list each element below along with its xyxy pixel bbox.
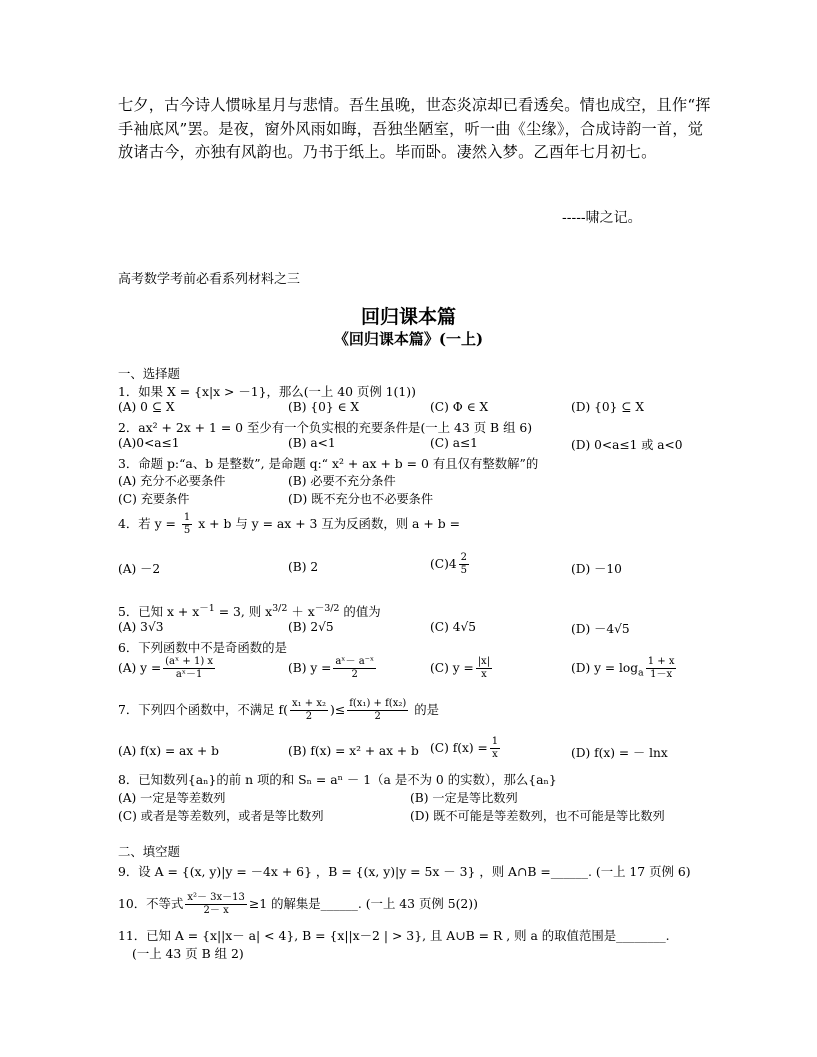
q1-option-c: (C) Φ ∈ X bbox=[430, 400, 489, 414]
question-4-stem bbox=[118, 512, 460, 537]
q1-option-d: (D) {0} ⊆ X bbox=[571, 400, 645, 414]
q6-c-numerator: |x| bbox=[477, 656, 491, 667]
q5-option-b: (B) 2√5 bbox=[288, 620, 334, 634]
q2-option-c: (C) a≤1 bbox=[430, 436, 478, 450]
signature: -----啸之记。 bbox=[562, 210, 642, 226]
q4-stem-end: x + b 与 y = ax + 3 互为反函数，则 a + b = bbox=[198, 516, 460, 531]
q7-fraction-2-denominator: 2 bbox=[374, 711, 381, 722]
q7-option-c-fraction bbox=[490, 736, 500, 761]
q3-option-c: (C) 充要条件 bbox=[118, 492, 190, 506]
q5-stem-d: 的值为 bbox=[339, 604, 381, 620]
q5-stem-c: ＋ x bbox=[287, 604, 315, 620]
question-5-stem bbox=[118, 600, 381, 620]
q6-a-label: (A) y = bbox=[118, 661, 162, 675]
q5-option-d: (D) －4√5 bbox=[571, 622, 630, 636]
q6-b-denominator: 2 bbox=[351, 669, 358, 680]
q7-fraction-2-numerator: f(x₁) + f(x₂) bbox=[349, 698, 407, 709]
q7-option-a: (A) f(x) = ax + b bbox=[118, 744, 219, 758]
q10-numerator: x²－ 3x－13 bbox=[187, 892, 245, 903]
q6-d-fraction bbox=[646, 656, 677, 681]
q5-stem-a: 5．已知 x + x bbox=[118, 604, 200, 620]
q8-option-b: (B) 一定是等比数列 bbox=[410, 791, 518, 805]
page-subtitle: 《回归课本篇》(一上) bbox=[333, 330, 484, 348]
question-11-line-2: (一上 43 页 B 组 2) bbox=[132, 946, 244, 961]
q4-option-c-label: (C) bbox=[430, 557, 449, 571]
q8-option-a: (A) 一定是等差数列 bbox=[118, 791, 226, 805]
q6-a-numerator: (aˣ + 1) x bbox=[165, 656, 214, 667]
q5-exp1: －1 bbox=[199, 603, 215, 614]
q5-exp2: 3/2 bbox=[272, 603, 288, 614]
q2-option-d: (D) 0<a≤1 或 a<0 bbox=[571, 438, 683, 452]
q3-option-d: (D) 既不充分也不必要条件 bbox=[288, 492, 434, 506]
q7-option-d: (D) f(x) = － lnx bbox=[571, 746, 668, 760]
intro-paragraph: 七夕，古今诗人惯咏星月与悲情。吾生虽晚，世态炎凉却已看透矣。情也成空，且作“挥手袖底风”罢。是夜，窗外风雨如晦，吾独坐陋室，听一曲《尘缘》，合成诗韵一首，觉放诸古今，亦独有风韵也。乃书于纸上。毕而卧。凄然入梦。乙酉年七月初七。 bbox=[118, 96, 711, 161]
question-3-stem: 3．命题 p:“a、b 是整数”, 是命题 q:“ x² + ax + b = 0 有且仅有整数解”的 bbox=[118, 456, 539, 471]
q8-option-c: (C) 或者是等差数列，或者是等比数列 bbox=[118, 809, 324, 823]
q7-option-c bbox=[430, 736, 502, 761]
series-subtitle: 高考数学考前必看系列材料之三 bbox=[118, 272, 301, 287]
q8-option-d: (D) 既不可能是等差数列，也不可能是等比数列 bbox=[410, 809, 665, 823]
question-7-stem bbox=[118, 698, 439, 723]
q6-option-c bbox=[430, 656, 494, 681]
q3-option-a: (A) 充分不必要条件 bbox=[118, 474, 226, 488]
q5-option-a: (A) 3√3 bbox=[118, 620, 164, 634]
q6-c-label: (C) y = bbox=[430, 661, 474, 675]
q3-option-b: (B) 必要不充分条件 bbox=[288, 474, 396, 488]
q2-option-b: (B) a<1 bbox=[288, 436, 336, 450]
q7-fraction-1 bbox=[290, 698, 328, 723]
q4-option-b: (B) 2 bbox=[288, 560, 319, 574]
q4-stem-start: 4．若 y = bbox=[118, 516, 176, 531]
q7-option-b: (B) f(x) = x² + ax + b bbox=[288, 744, 419, 758]
q10-denominator: 2－ x bbox=[203, 905, 229, 916]
q10-fraction bbox=[185, 892, 247, 917]
question-10 bbox=[118, 892, 478, 917]
q1-option-a: (A) 0 ⊆ X bbox=[118, 400, 175, 414]
q4-option-c bbox=[430, 552, 471, 577]
q6-option-d bbox=[571, 656, 678, 681]
q1-option-b: (B) {0} ∈ X bbox=[288, 400, 360, 414]
q10-stem-a: 10．不等式 bbox=[118, 896, 184, 911]
q7-mid: )≤ bbox=[329, 702, 346, 717]
q4-option-c-int: 4 bbox=[448, 557, 457, 571]
question-9: 9．设 A = {(x, y)|y = －4x + 6} ，B = {(x, y)|y = 5x － 3} ，则 A∩B =______. (一上 17 页例 6) bbox=[118, 864, 691, 879]
q7-option-c-denominator: x bbox=[492, 749, 498, 760]
q5-stem-b: = 3, 则 x bbox=[214, 604, 273, 620]
q7-stem-a: 7．下列四个函数中，不满足 f( bbox=[118, 702, 288, 717]
q7-option-c-numerator: 1 bbox=[491, 736, 499, 747]
q4-fraction-numerator: 1 bbox=[183, 512, 191, 523]
q4-fraction-denominator: 5 bbox=[183, 525, 191, 536]
q6-d-denominator: 1－x bbox=[650, 669, 673, 680]
q5-exp3: －3/2 bbox=[314, 603, 340, 614]
q6-a-denominator: aˣ－1 bbox=[175, 669, 203, 680]
q2-option-a: (A)0<a≤1 bbox=[118, 436, 180, 450]
question-11-line-1: 11．已知 A = {x||x－ a| < 4}, B = {x||x－2 | > 3}, 且 A∪B = R , 则 a 的取值范围是________. bbox=[118, 928, 670, 943]
q6-option-b bbox=[288, 656, 378, 681]
q4-option-c-denominator: 5 bbox=[460, 565, 467, 576]
question-1-stem: 1．如果 X = {x|x > －1}，那么(一上 40 页例 1(1)) bbox=[118, 384, 416, 399]
q6-a-fraction bbox=[163, 656, 215, 681]
q6-c-denominator: x bbox=[481, 669, 487, 680]
q7-stem-b: 的是 bbox=[410, 702, 439, 717]
q6-d-label: (D) y = log bbox=[571, 661, 639, 675]
q6-d-base: a bbox=[638, 667, 644, 679]
q7-fraction-2 bbox=[347, 698, 408, 723]
q6-b-fraction bbox=[333, 656, 376, 681]
q4-option-c-numerator: 2 bbox=[460, 552, 467, 563]
q7-option-c-label: (C) f(x) = bbox=[430, 741, 488, 755]
q4-option-d: (D) －10 bbox=[571, 562, 622, 576]
q6-b-label: (B) y = bbox=[288, 661, 332, 675]
question-8-stem: 8．已知数列{aₙ}的前 n 项的和 Sₙ = aⁿ － 1（a 是不为 0 的实数），那么{aₙ} bbox=[118, 772, 557, 787]
question-2-stem: 2．ax² + 2x + 1 = 0 至少有一个负实根的充要条件是(一上 43 页 B 组 6) bbox=[118, 420, 533, 435]
section-heading-fill: 二、填空题 bbox=[118, 844, 180, 859]
section-heading-choice: 一、选择题 bbox=[118, 366, 180, 381]
q4-option-a: (A) －2 bbox=[118, 562, 161, 576]
page-title: 回归课本篇 bbox=[360, 306, 456, 328]
q6-c-fraction bbox=[476, 656, 492, 681]
q5-option-c: (C) 4√5 bbox=[430, 620, 476, 634]
q7-fraction-1-denominator: 2 bbox=[305, 711, 313, 722]
q6-option-a bbox=[118, 656, 217, 681]
question-6-stem: 6．下列函数中不是奇函数的是 bbox=[118, 640, 287, 655]
q4-fraction bbox=[182, 512, 192, 537]
q10-stem-b: ≥1 的解集是______. (一上 43 页例 5(2)) bbox=[248, 896, 478, 911]
q6-d-numerator: 1 + x bbox=[647, 656, 675, 667]
q7-fraction-1-numerator: x₁ + x₂ bbox=[291, 698, 326, 709]
q4-option-c-fraction bbox=[459, 552, 469, 577]
q6-b-numerator: aˣ－ a⁻ˣ bbox=[335, 656, 375, 667]
